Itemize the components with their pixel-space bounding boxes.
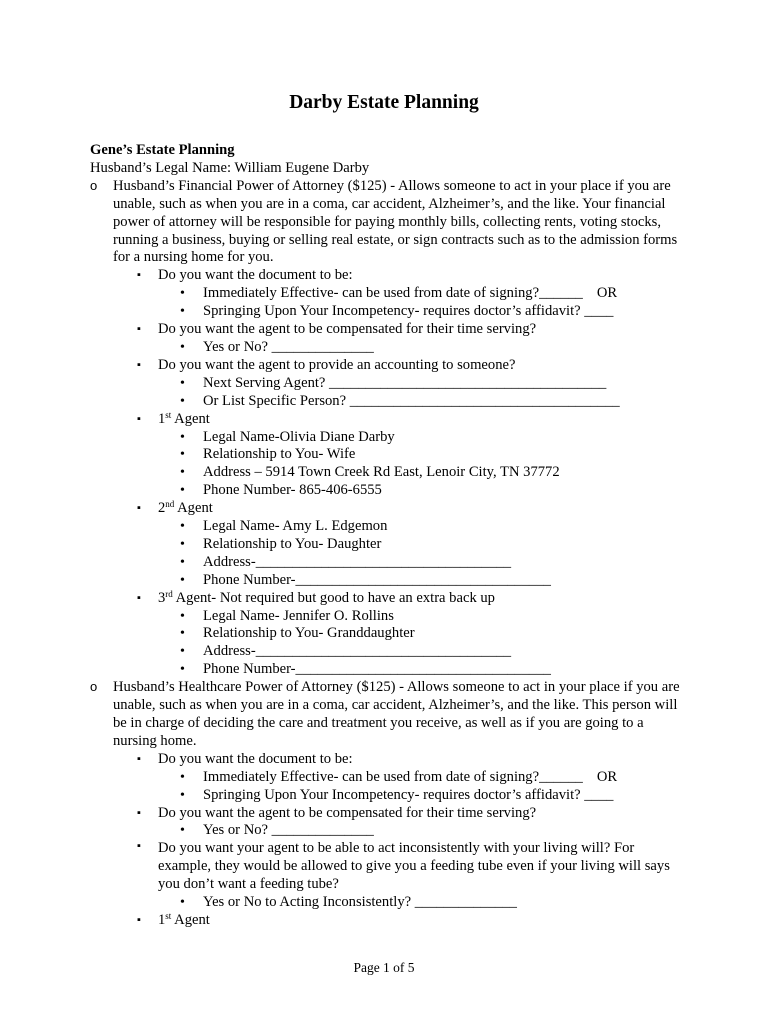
agent-label: Agent — [174, 500, 213, 517]
fpoa-option-springing — [90, 303, 682, 321]
agent-number: 3 — [158, 589, 166, 606]
agent-label: Agent — [171, 410, 210, 427]
square-bullet-icon: ▪ — [137, 840, 141, 853]
option-text: Next Serving Agent? ______________________________________ — [203, 374, 607, 391]
fpoa-option-immediate — [90, 285, 682, 303]
fpoa-agent3-relationship — [90, 625, 682, 643]
square-bullet-icon: ▪ — [137, 269, 141, 282]
square-bullet-icon: ▪ — [137, 752, 141, 765]
dot-bullet-icon: • — [180, 304, 185, 320]
option-text: Springing Upon Your Incompetency- requires doctor’s affidavit? ____ — [203, 786, 614, 803]
option-text: Yes or No to Acting Inconsistently? ______________ — [203, 894, 517, 911]
fpoa-agent2-heading — [90, 500, 682, 518]
ordinal-suffix: nd — [165, 499, 175, 510]
agent-number: 1 — [158, 410, 166, 427]
field-text: Relationship to You- Wife — [203, 446, 356, 463]
field-text: Legal Name-Olivia Diane Darby — [203, 428, 395, 445]
dot-bullet-icon: • — [180, 339, 185, 355]
page-number: Page 1 of 5 — [353, 960, 415, 975]
circle-bullet-icon: o — [90, 177, 98, 193]
field-text: Legal Name- Jennifer O. Rollins — [203, 607, 394, 624]
fpoa-question-compensated — [90, 321, 682, 339]
dot-bullet-icon: • — [180, 536, 185, 552]
field-text: Address-___________________________________ — [203, 643, 512, 660]
agent-label: Agent- Not required but good to have an extra back up — [172, 589, 495, 606]
hpoa-option-springing — [90, 787, 682, 805]
fpoa-agent1-relationship — [90, 446, 682, 464]
dot-bullet-icon: • — [180, 572, 185, 588]
fpoa-list-person — [90, 393, 682, 411]
ordinal-suffix: rd — [165, 588, 173, 599]
fpoa-question-document — [90, 267, 682, 285]
question-text: Do you want your agent to be able to act inconsistently with your living will? For example, they would be allowed to give you a feeding tube even if your living will says you don’t want a feeding tube? — [158, 840, 670, 893]
square-bullet-icon: ▪ — [137, 358, 141, 371]
dot-bullet-icon: • — [180, 554, 185, 570]
dot-bullet-icon: • — [180, 787, 185, 803]
dot-bullet-icon: • — [180, 483, 185, 499]
hpoa-item — [90, 679, 682, 751]
fpoa-agent2-name — [90, 518, 682, 536]
fpoa-question-accounting — [90, 357, 682, 375]
fpoa-item — [90, 178, 682, 268]
question-text: Do you want the document to be: — [158, 750, 353, 767]
field-text: Relationship to You- Daughter — [203, 535, 382, 552]
or-label: OR — [596, 768, 618, 785]
fpoa-next-serving — [90, 375, 682, 393]
dot-bullet-icon: • — [180, 375, 185, 391]
dot-bullet-icon: • — [180, 393, 185, 409]
fpoa-description: Husband’s Financial Power of Attorney ($125) - Allows someone to act in your place if you are unable, such as when you are in a coma, car accident, Alzheimer’s, and the like. Your financial power of attorney will be responsible for paying monthly bills, collecting rents, voting stocks, running a business, buying or selling real estate, or sign contracts such as to the admission forms for a nursing home for you. — [113, 177, 678, 266]
square-bullet-icon: ▪ — [137, 323, 141, 336]
option-text: Or List Specific Person? _____________________________________ — [203, 392, 620, 409]
section-heading: Gene’s Estate Planning — [90, 142, 235, 158]
square-bullet-icon: ▪ — [137, 502, 141, 515]
field-text: Phone Number- 865-406-6555 — [203, 482, 382, 499]
hpoa-agent1-heading — [90, 912, 682, 930]
field-text: Address-___________________________________ — [203, 553, 512, 570]
fpoa-agent1-address — [90, 464, 682, 482]
dot-bullet-icon: • — [180, 626, 185, 642]
question-text: Do you want the agent to be compensated for their time serving? — [158, 804, 537, 821]
ordinal-suffix: st — [165, 409, 172, 420]
dot-bullet-icon: • — [180, 608, 185, 624]
option-text: Yes or No? ______________ — [203, 338, 374, 355]
agent-label: Agent — [171, 911, 210, 928]
dot-bullet-icon: • — [180, 286, 185, 302]
option-text: Immediately Effective- can be used from date of signing?______ — [203, 285, 583, 302]
field-text: Legal Name- Amy L. Edgemon — [203, 518, 388, 535]
field-text: Phone Number-___________________________________ — [203, 571, 551, 588]
fpoa-yes-no — [90, 339, 682, 357]
hpoa-question-document — [90, 751, 682, 769]
hpoa-question-living-will — [90, 840, 682, 894]
question-text: Do you want the document to be: — [158, 267, 353, 284]
question-text: Do you want the agent to be compensated for their time serving? — [158, 321, 537, 338]
fpoa-agent3-name — [90, 608, 682, 626]
hpoa-acting-inconsistently — [90, 894, 682, 912]
dot-bullet-icon: • — [180, 895, 185, 911]
agent-number: 2 — [158, 500, 166, 517]
fpoa-agent2-relationship — [90, 536, 682, 554]
hpoa-question-compensated — [90, 805, 682, 823]
question-text: Do you want the agent to provide an accounting to someone? — [158, 356, 516, 373]
field-text: Address – 5914 Town Creek Rd East, Lenoir City, TN 37772 — [203, 464, 560, 481]
option-text: Immediately Effective- can be used from date of signing?______ — [203, 768, 583, 785]
document-title: Darby Estate Planning — [289, 92, 479, 113]
field-text: Relationship to You- Granddaughter — [203, 625, 415, 642]
dot-bullet-icon: • — [180, 465, 185, 481]
fpoa-agent3-phone — [90, 661, 682, 679]
dot-bullet-icon: • — [180, 769, 185, 785]
dot-bullet-icon: • — [180, 662, 185, 678]
hpoa-description: Husband’s Healthcare Power of Attorney ($125) - Allows someone to act in your place if you are unable, such as when you are in a coma, car accident, Alzheimer’s, and the like. This person will be in charge of deciding the care and treatment you receive, as well as if you are going to a nursing home. — [113, 679, 680, 749]
fpoa-agent2-phone — [90, 572, 682, 590]
dot-bullet-icon: • — [180, 447, 185, 463]
option-text: Yes or No? ______________ — [203, 822, 374, 839]
dot-bullet-icon: • — [180, 823, 185, 839]
legal-name-line: Husband’s Legal Name: William Eugene Darby — [90, 159, 370, 176]
dot-bullet-icon: • — [180, 519, 185, 535]
hpoa-yes-no — [90, 822, 682, 840]
dot-bullet-icon: • — [180, 644, 185, 660]
fpoa-agent1-heading — [90, 411, 682, 429]
fpoa-agent1-name — [90, 429, 682, 447]
dot-bullet-icon: • — [180, 429, 185, 445]
square-bullet-icon: ▪ — [137, 806, 141, 819]
square-bullet-icon: ▪ — [137, 913, 141, 926]
field-text: Phone Number-___________________________________ — [203, 661, 551, 678]
fpoa-agent2-address — [90, 554, 682, 572]
hpoa-option-immediate — [90, 769, 682, 787]
fpoa-agent3-heading — [90, 590, 682, 608]
fpoa-agent3-address — [90, 643, 682, 661]
or-label: OR — [596, 285, 618, 302]
fpoa-agent1-phone — [90, 482, 682, 500]
document-body — [90, 142, 682, 930]
ordinal-suffix: st — [165, 910, 172, 921]
option-text: Springing Upon Your Incompetency- requires doctor’s affidavit? ____ — [203, 303, 614, 320]
square-bullet-icon: ▪ — [137, 591, 141, 604]
agent-number: 1 — [158, 911, 166, 928]
circle-bullet-icon: o — [90, 679, 98, 695]
square-bullet-icon: ▪ — [137, 412, 141, 425]
